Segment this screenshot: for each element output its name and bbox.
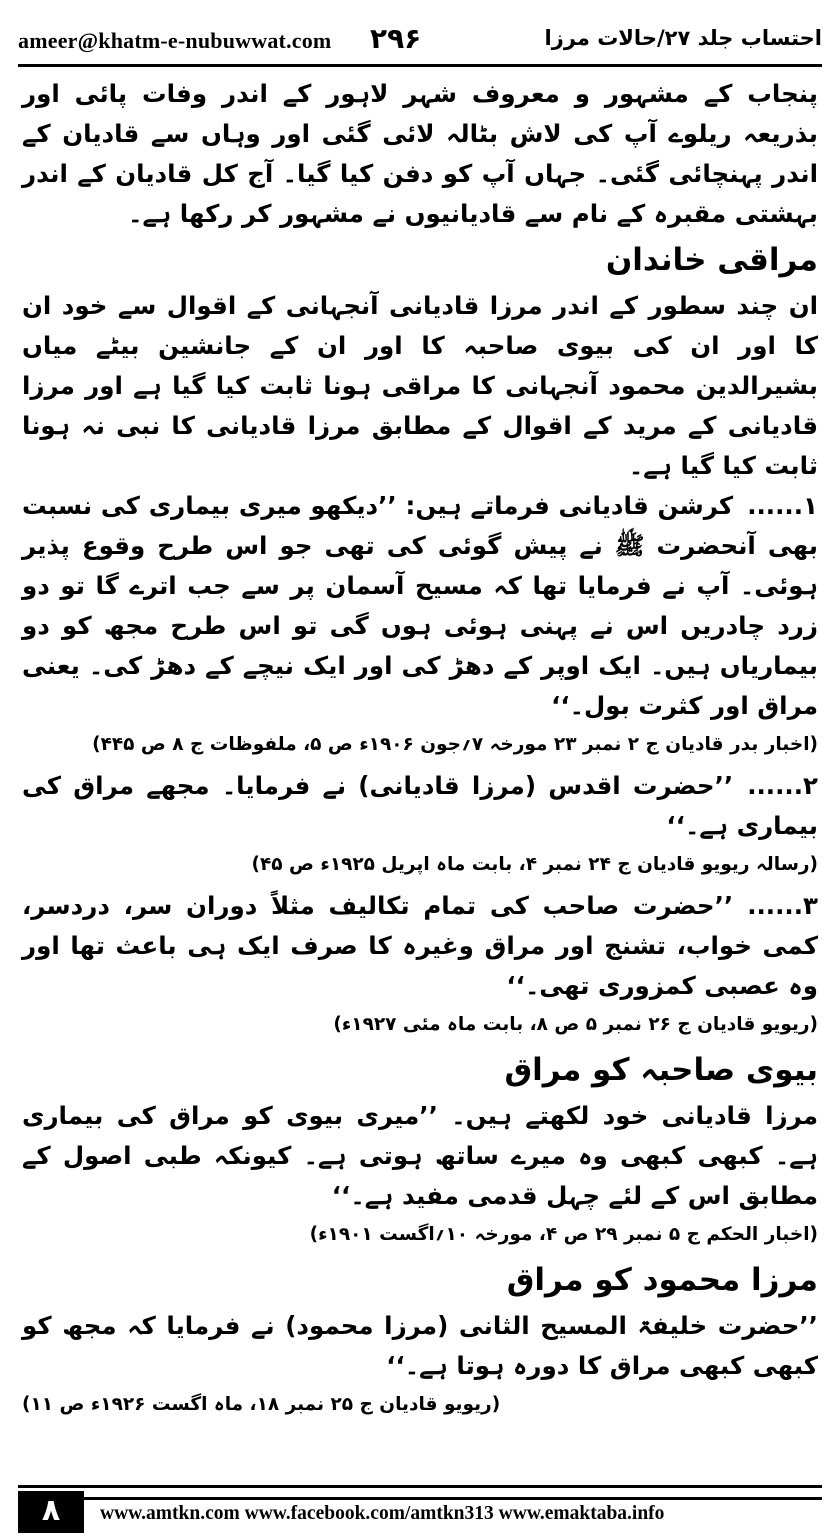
- item-number: ۲......: [747, 771, 818, 800]
- reference-2: (رسالہ ریویو قادیان ج ۲۴ نمبر ۴، بابت ماہ اپریل ۱۹۲۵ء ص ۴۵): [251, 854, 818, 875]
- reference-4: (اخبار الحکم ج ۵ نمبر ۲۹ ص ۴، مورخہ ۱۰؍اگست ۱۹۰۱ء): [309, 1224, 818, 1245]
- page-body: [22, 74, 818, 1426]
- reference-1: (اخبار بدر قادیان ج ۲ نمبر ۲۳ مورخہ ۷؍جون ۱۹۰۶ء ص ۵، ملفوظات ج ۸ ص ۴۴۵): [92, 734, 818, 755]
- header-rule: [18, 64, 822, 67]
- item-number: ۳......: [747, 891, 818, 920]
- quote-item-3: [22, 886, 818, 1006]
- chapter-number-box: ۸: [18, 1491, 84, 1533]
- section2-text: مرزا قادیانی خود لکھتے ہیں۔ ’’میری بیوی کو مراق کی بیماری ہے۔ کبھی کبھی وہ میرے ساتھ ہوتی ہے۔ کیونکہ طبی اصول کے مطابق اس کے لئے چہل قدمی مفید ہے۔‘‘: [22, 1101, 818, 1210]
- item-text: ’’حضرت اقدس (مرزا قادیانی) نے فرمایا۔ مجھے مراق کی بیماری ہے۔‘‘: [22, 771, 818, 840]
- header-email[interactable]: ameer@khatm-e-nubuwwat.com: [18, 28, 332, 53]
- reference-3: (ریویو قادیان ج ۲۶ نمبر ۵ ص ۸، بابت ماہ مئی ۱۹۲۷ء): [333, 1014, 818, 1035]
- footer-bar: [84, 1497, 822, 1500]
- footer-links[interactable]: www.amtkn.com www.facebook.com/amtkn313 www.emaktaba.info: [100, 1503, 665, 1524]
- page-number: ۲۹۶: [370, 22, 422, 55]
- section-heading-wife: بیوی صاحبہ کو مراق: [504, 1052, 818, 1088]
- quote-item-2: [22, 766, 818, 846]
- page-header: [18, 22, 822, 66]
- section1-intro: ان چند سطور کے اندر مرزا قادیانی آنجہانی کے اقوال سے خود ان کا اور ان کی بیوی صاحبہ کا اور ان کے جانشین بیٹے میاں بشیرالدین محمود آنجہانی کا مراقی ہونا ثابت کیا گیا ہے اور مرزا قادیانی کے مرید کے اقوال کے مطابق مرزا قادیانی کا نبی نہ ہونا ثابت کیا گیا ہے۔: [22, 291, 818, 480]
- quote-item-1: [22, 486, 818, 726]
- intro-paragraph: پنجاب کے مشہور و معروف شہر لاہور کے اندر وفات پائی اور بذریعہ ریلوے آپ کی لاش بٹالہ لائی گئی اور وہاں سے قادیان کے اندر پہنچائی گئی۔ جہاں آپ کو دفن کیا گیا۔ آج کل قادیان کے اندر بہشتی مقبرہ کے نام سے قادیانیوں نے مشہور کر رکھا ہے۔: [22, 79, 818, 228]
- item-text: کرشن قادیانی فرماتے ہیں: ’’دیکھو میری بیماری کی نسبت بھی آنحضرت ﷺ نے پیش گوئی کی تھی جو اس طرح وقوع پذیر ہوئی۔ آپ نے فرمایا تھا کہ مسیح آسمان پر سے جب اترے گا تو دو زرد چادریں اس نے پہنی ہوئی ہوں گی تو اس طرح مجھ کو دو بیماریاں ہیں۔ ایک اوپر کے دھڑ کی اور ایک نیچے کے دھڑ کی۔ یعنی مراق اور کثرت بول۔‘‘: [22, 491, 818, 720]
- item-number: ۱......: [747, 491, 818, 520]
- footer-rule: [18, 1485, 822, 1488]
- running-title: احتساب جلد ۲۷/حالات مرزا: [544, 26, 822, 50]
- reference-5: (ریویو قادیان ج ۲۵ نمبر ۱۸، ماہ اگست ۱۹۲۶ء ص ۱۱): [22, 1394, 501, 1415]
- section3-text: ’’حضرت خلیفۃ المسیح الثانی (مرزا محمود) نے فرمایا کہ مجھ کو کبھی کبھی مراق کا دورہ ہوتا ہے۔‘‘: [22, 1311, 818, 1380]
- page-footer: [0, 1485, 840, 1540]
- section-heading-murraqi-family: مراقی خاندان: [605, 242, 818, 278]
- item-text: ’’حضرت صاحب کی تمام تکالیف مثلاً دوران سر، دردسر، کمی خواب، تشنج اور مراق وغیرہ کا صرف ایک ہی باعث تھا اور وہ عصبی کمزوری تھی۔‘‘: [22, 891, 818, 1000]
- section-heading-mirza-mahmood: مرزا محمود کو مراق: [506, 1262, 818, 1298]
